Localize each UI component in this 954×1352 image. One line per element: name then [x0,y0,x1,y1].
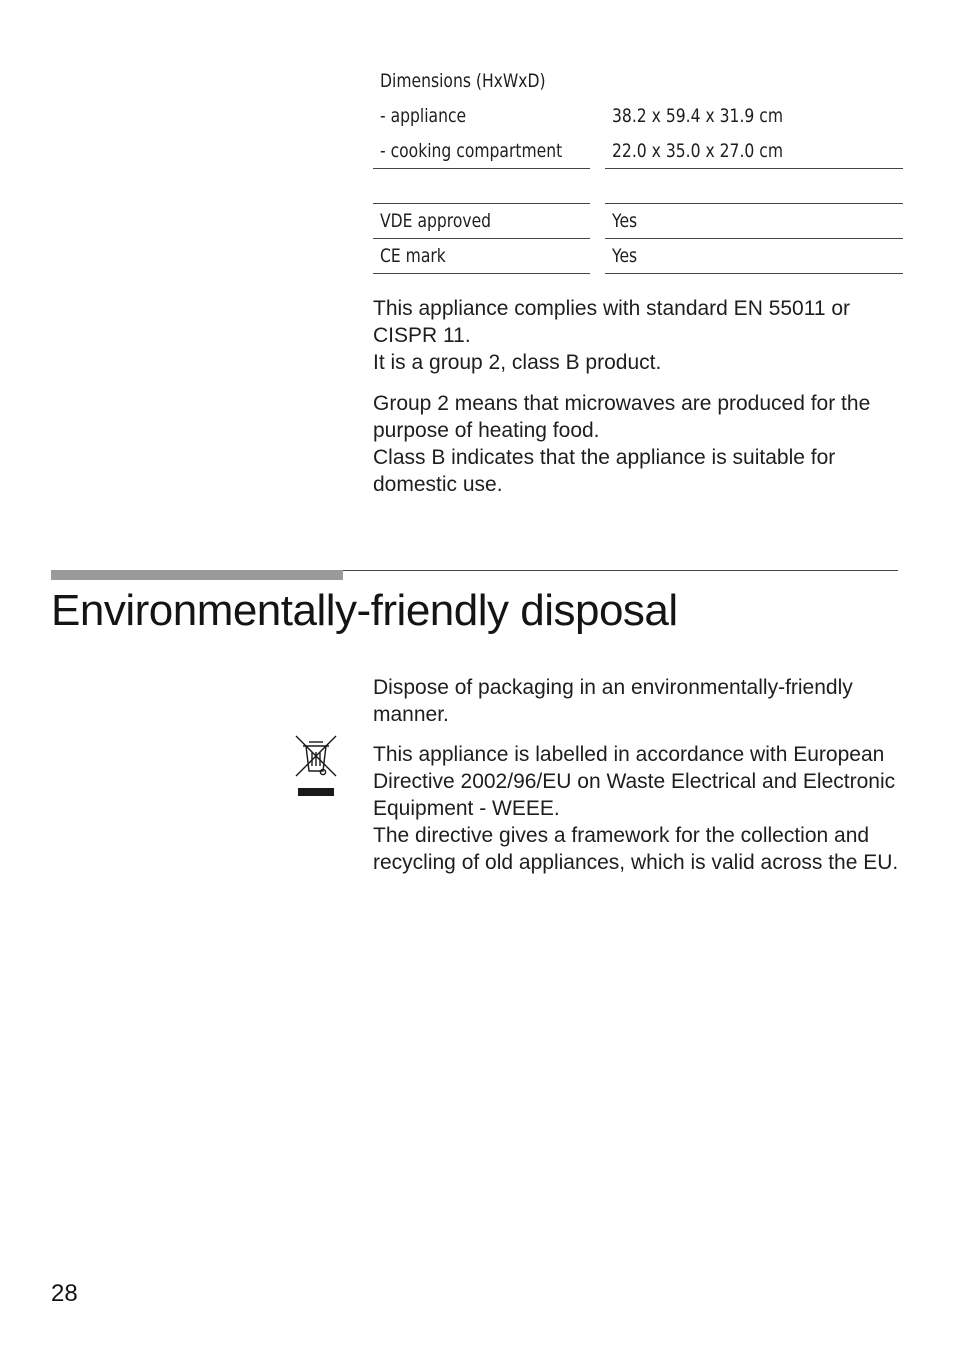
specification-table [373,64,903,274]
spec-label: - appliance [380,105,467,127]
spec-value: 38.2 x 59.4 x 31.9 cm [612,105,784,127]
group-2-text: Group 2 means that microwaves are produced for the purpose of heating food. [373,392,871,442]
spec-value: Yes [612,245,638,267]
packaging-text: Dispose of packaging in an environmentally-friendly manner. [373,676,853,726]
compliance-paragraph [373,295,903,376]
compliance-class-text: It is a group 2, class B product. [373,351,662,374]
packaging-paragraph [373,674,903,728]
page-number: 28 [51,1280,78,1307]
spec-row-dimensions [373,64,903,99]
spec-value: Yes [612,210,638,232]
compliance-standard-text: This appliance complies with standard EN 55011 or CISPR 11. [373,297,851,347]
section-heading: Environmentally-friendly disposal [51,586,678,635]
section-rule-line [343,570,898,571]
class-b-text: Class B indicates that the appliance is suitable for domestic use. [373,446,836,496]
directive-text: The directive gives a framework for the collection and recycling of old appliances, which is valid across the EU. [373,824,899,874]
dimensions-label: Dimensions (HxWxD) [380,70,546,92]
crossed-out-wheelie-bin-icon [294,734,338,798]
spec-label: - cooking compartment [380,140,563,162]
spec-value: 22.0 x 35.0 x 27.0 cm [612,140,784,162]
spec-row-ce [373,239,903,274]
spec-row-cooking-compartment [373,134,903,169]
spec-row-appliance [373,99,903,134]
spec-label: CE mark [380,245,446,267]
group-class-paragraph [373,390,903,498]
section-rule-bar [51,570,343,580]
spec-row-vde [373,204,903,239]
spec-row-spacer [373,169,903,204]
spec-label: VDE approved [380,210,492,232]
weee-paragraph [373,741,903,876]
weee-text: This appliance is labelled in accordance with European Directive 2002/96/EU on Waste Electrical and Electronic Equipment - WEEE. [373,743,896,820]
